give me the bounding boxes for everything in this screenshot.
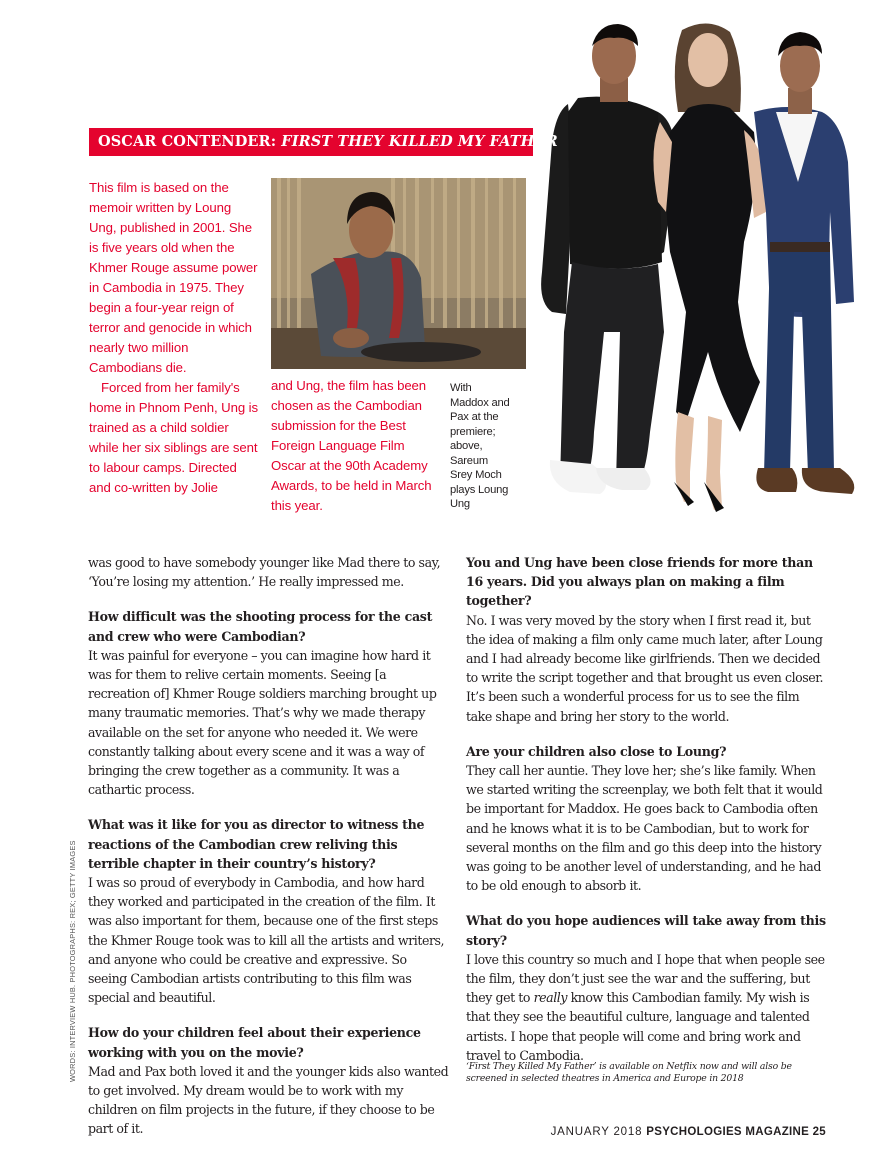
banner-film-title: FIRST THEY KILLED MY FATHER [281, 133, 558, 150]
question-text: What do you hope audiences will take away from this story? [466, 913, 826, 948]
sidebar-paragraph: Forced from her family's home in Phnom Penh, Ung is trained as a child soldier while her six siblings are sent to labour camps. Directed and co-written by Jolie [89, 380, 258, 495]
question-text: How do your children feel about their experience working with you on the movie? [88, 1025, 421, 1060]
credit-text: WORDS: INTERVIEW HUB. PHOTOGRAPHS: REX; GETTY IMAGES [68, 840, 77, 1082]
answer-segment: know this Cambodian family. My wish is that they see the beautiful culture, language and talented artists. I hope that people will come and bring work and travel to Cambodia. [466, 990, 810, 1063]
answer-text [466, 950, 828, 1065]
question-text: You and Ung have been close friends for more than 16 years. Did you always plan on making a film together? [466, 555, 813, 609]
folio-page-number: 25 [809, 1126, 826, 1138]
sidebar-paragraph: and Ung, the film has been chosen as the Cambodian submission for the Best Foreign Language Film Oscar at the 90th Academy Awards, to be held in March this year. [271, 378, 432, 513]
answer-text: Mad and Pax both loved it and the younger kids also wanted to get involved. My dream would be to work with my children on film projects in the future, if they choose to be part of it. [88, 1063, 449, 1137]
folio-date: JANUARY 2018 [550, 1126, 647, 1138]
emphasis-text: really [533, 990, 568, 1006]
answer-text: They call her auntie. They love her; she’s like family. When we started writing the screenplay, we both felt that it would be important for Maddox. He goes back to Cambodia often and he knows what it is to be Cambodian, but to work for several months on the film and go this deep into the history was going to be another level of understanding, and he had to be old enough to absorb it. [466, 763, 823, 894]
premiere-photo [508, 12, 866, 524]
interview-left-column [88, 553, 449, 1139]
question-text: Are your children also close to Loung? [466, 743, 727, 759]
question-text: How difficult was the shooting process for the cast and crew who were Cambodian? [88, 609, 433, 644]
answer-segment: I love this country so much and I hope that when people see the film, they don’t just see the war and the suffering, but they get to [466, 951, 825, 1006]
page-folio [551, 1126, 826, 1138]
photo-credit [58, 840, 77, 1082]
question-text: What was it like for you as director to witness the reactions of the Cambodian crew reliving this terrible chapter in their country’s history? [88, 817, 425, 871]
photo-caption [450, 381, 512, 512]
sidebar-col-2 [271, 376, 437, 516]
answer-text: It was painful for everyone – you can imagine how hard it was for them to relive certain moments. Seeing [a recreation of] Khmer Rouge soldiers marching brought up many traumatic memories. That’s why we made therapy available on the set for anyone who needed it. We were constantly talking about every scene and it was a way of bringing the crew together as a community. It was a cathartic process. [88, 647, 437, 798]
answer-text: No. I was very moved by the story when I first read it, but the idea of making a film only came much later, after Loung and I had already become like girlfriends. Then we decided to write the script together and that brought us even closer. It’s been such a wonderful process for us to see the film take shape and bring her story to the world. [466, 612, 824, 724]
article-banner [89, 128, 558, 156]
availability-note [466, 1061, 806, 1085]
caption-text: With Maddox and Pax at the premiere; above, Sareum Srey Moch plays Loung Ung [450, 382, 510, 510]
note-text: ‘First They Killed My Father’ is available on Netflix now and will also be screened in selected theatres in America and Europe in 2018 [466, 1061, 792, 1084]
film-still-photo [271, 178, 526, 369]
banner-prefix: OSCAR CONTENDER: [98, 133, 282, 150]
sidebar-col-1 [89, 178, 259, 498]
interview-right-column [466, 553, 828, 1065]
answer-text: was good to have somebody younger like Mad there to say, ‘You’re losing my attention.’ He really impressed me. [88, 555, 441, 590]
folio-magazine: PSYCHOLOGIES MAGAZINE [646, 1126, 810, 1138]
sidebar-paragraph: This film is based on the memoir written by Loung Ung, published in 2001. She is five years old when the Khmer Rouge assume power in Cambodia in 1975. They begin a four-year reign of terror and genocide in which nearly two million Cambodians die. [89, 180, 258, 375]
answer-text: I was so proud of everybody in Cambodia, and how hard they worked and participated in the creation of the film. It was also important for them, because one of the first steps the Khmer Rouge took was to kill all the artists and writers, and anyone who could be creative and expressive. So seeing Cambodian artists contributing to this film was special and beautiful. [88, 875, 445, 1006]
